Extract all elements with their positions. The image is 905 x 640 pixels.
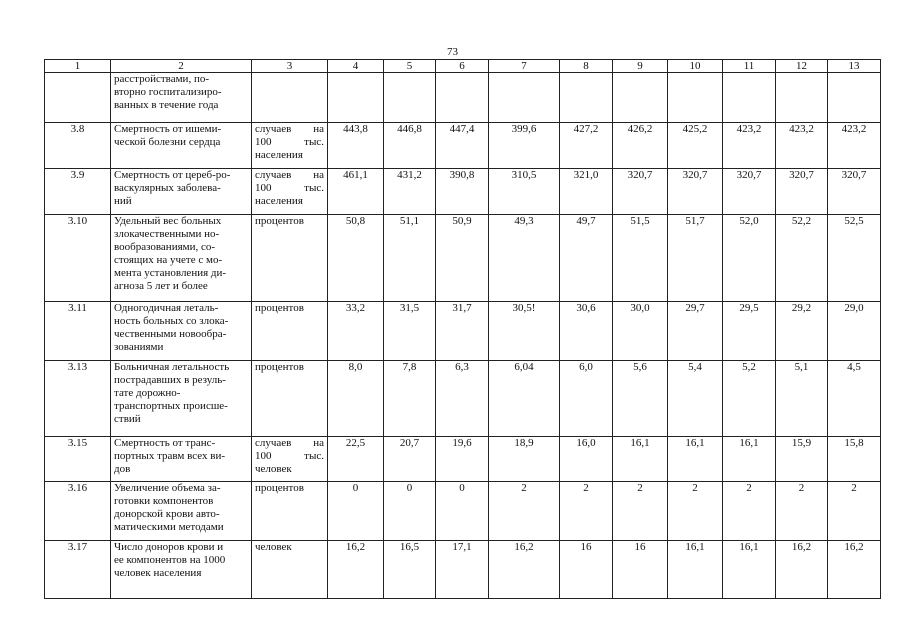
value-cell: 50,9 [436,215,489,302]
value-cell: 390,8 [436,169,489,215]
value-cell [384,73,436,123]
table-row [45,437,881,482]
table-row [45,215,881,302]
column-number-header: 1 [45,60,111,73]
value-cell: 22,5 [328,437,384,482]
value-cell: 16,0 [560,437,613,482]
value-cell: 30,0 [613,302,668,361]
column-number-row [45,60,881,73]
column-number-header: 7 [489,60,560,73]
column-number-header: 3 [252,60,328,73]
indicator-name: Смертность от цереб-ро- васкулярных заболева- ний [111,169,252,215]
value-cell: 20,7 [384,437,436,482]
value-cell: 16,2 [776,541,828,599]
value-cell [613,73,668,123]
value-cell: 423,2 [723,123,776,169]
indicator-unit: случаев на 100 тыс. человек [252,437,328,482]
value-cell: 0 [384,482,436,541]
value-cell: 320,7 [613,169,668,215]
table-row [45,169,881,215]
value-cell: 16,2 [328,541,384,599]
value-cell: 320,7 [723,169,776,215]
column-number-header: 11 [723,60,776,73]
indicator-number: 3.15 [45,437,111,482]
value-cell: 49,3 [489,215,560,302]
indicator-name: Смертность от транс- портных травм всех ви- дов [111,437,252,482]
indicator-unit [252,73,328,123]
value-cell: 52,0 [723,215,776,302]
value-cell: 18,9 [489,437,560,482]
value-cell: 29,0 [828,302,881,361]
table-row [45,123,881,169]
value-cell: 16,2 [489,541,560,599]
value-cell: 2 [723,482,776,541]
value-cell: 425,2 [668,123,723,169]
value-cell: 5,4 [668,361,723,437]
value-cell [723,73,776,123]
indicator-number: 3.10 [45,215,111,302]
value-cell: 16,1 [668,437,723,482]
value-cell: 51,1 [384,215,436,302]
value-cell: 399,6 [489,123,560,169]
value-cell: 51,5 [613,215,668,302]
value-cell: 5,6 [613,361,668,437]
value-cell: 2 [776,482,828,541]
column-number-header: 9 [613,60,668,73]
value-cell [776,73,828,123]
table-row [45,482,881,541]
value-cell: 446,8 [384,123,436,169]
indicator-unit: человек [252,541,328,599]
value-cell: 6,0 [560,361,613,437]
indicator-name: Одногодичная леталь- ность больных со злока- чественными новообра- зованиями [111,302,252,361]
value-cell: 16,1 [613,437,668,482]
value-cell: 33,2 [328,302,384,361]
indicator-unit: процентов [252,215,328,302]
value-cell [328,73,384,123]
column-number-header: 13 [828,60,881,73]
indicator-unit: процентов [252,361,328,437]
value-cell: 5,1 [776,361,828,437]
value-cell: 6,3 [436,361,489,437]
value-cell: 16,1 [668,541,723,599]
value-cell: 431,2 [384,169,436,215]
value-cell: 2 [668,482,723,541]
table-body [45,73,881,599]
value-cell: 49,7 [560,215,613,302]
value-cell [436,73,489,123]
value-cell: 4,5 [828,361,881,437]
table-row [45,361,881,437]
value-cell: 29,2 [776,302,828,361]
value-cell: 2 [828,482,881,541]
indicator-number [45,73,111,123]
value-cell [668,73,723,123]
value-cell: 16 [613,541,668,599]
value-cell [828,73,881,123]
column-number-header: 4 [328,60,384,73]
value-cell: 16,5 [384,541,436,599]
column-number-header: 2 [111,60,252,73]
indicator-name: Число доноров крови и ее компонентов на 1000 человек населения [111,541,252,599]
value-cell: 320,7 [828,169,881,215]
value-cell: 30,6 [560,302,613,361]
value-cell: 29,5 [723,302,776,361]
value-cell: 2 [613,482,668,541]
value-cell: 16 [560,541,613,599]
indicator-number: 3.8 [45,123,111,169]
value-cell: 2 [489,482,560,541]
indicator-name: расстройствами, по- вторно госпитализиро- ванных в течение года [111,73,252,123]
value-cell: 16,1 [723,541,776,599]
value-cell: 17,1 [436,541,489,599]
column-number-header: 5 [384,60,436,73]
value-cell: 321,0 [560,169,613,215]
indicator-name: Удельный вес больных злокачественными но- вообразованиями, со- стоящих на учете с мо- мента установления ди- агноза 5 лет и более [111,215,252,302]
indicator-number: 3.17 [45,541,111,599]
value-cell: 15,9 [776,437,828,482]
value-cell: 8,0 [328,361,384,437]
indicator-unit: процентов [252,482,328,541]
value-cell: 31,5 [384,302,436,361]
page-number: 73 [447,46,458,58]
value-cell: 310,5 [489,169,560,215]
value-cell: 0 [436,482,489,541]
indicator-unit: случаев на 100 тыс. населения [252,123,328,169]
value-cell: 52,5 [828,215,881,302]
value-cell [560,73,613,123]
indicator-number: 3.13 [45,361,111,437]
indicator-number: 3.9 [45,169,111,215]
value-cell: 52,2 [776,215,828,302]
value-cell: 427,2 [560,123,613,169]
table-row [45,302,881,361]
value-cell: 443,8 [328,123,384,169]
value-cell: 320,7 [668,169,723,215]
value-cell: 30,5! [489,302,560,361]
value-cell: 51,7 [668,215,723,302]
indicator-name: Больничная летальность пострадавших в резуль- тате дорожно- транспортных происше- ствий [111,361,252,437]
value-cell: 423,2 [776,123,828,169]
value-cell: 15,8 [828,437,881,482]
indicator-name: Увеличение объема за- готовки компонентов донорской крови авто- матическими методами [111,482,252,541]
value-cell: 447,4 [436,123,489,169]
value-cell: 461,1 [328,169,384,215]
value-cell: 29,7 [668,302,723,361]
column-number-header: 12 [776,60,828,73]
column-number-header: 10 [668,60,723,73]
indicator-number: 3.16 [45,482,111,541]
value-cell: 423,2 [828,123,881,169]
value-cell: 2 [560,482,613,541]
value-cell: 6,04 [489,361,560,437]
value-cell [489,73,560,123]
value-cell: 19,6 [436,437,489,482]
value-cell: 7,8 [384,361,436,437]
value-cell: 16,2 [828,541,881,599]
value-cell: 5,2 [723,361,776,437]
value-cell: 50,8 [328,215,384,302]
value-cell: 31,7 [436,302,489,361]
table-row [45,73,881,123]
indicator-unit: случаев на 100 тыс. населения [252,169,328,215]
column-number-header: 8 [560,60,613,73]
value-cell: 16,1 [723,437,776,482]
value-cell: 426,2 [613,123,668,169]
indicators-table [44,59,881,599]
indicator-name: Смертность от ишеми- ческой болезни сердца [111,123,252,169]
value-cell: 0 [328,482,384,541]
indicator-number: 3.11 [45,302,111,361]
column-number-header: 6 [436,60,489,73]
table-row [45,541,881,599]
value-cell: 320,7 [776,169,828,215]
indicator-unit: процентов [252,302,328,361]
